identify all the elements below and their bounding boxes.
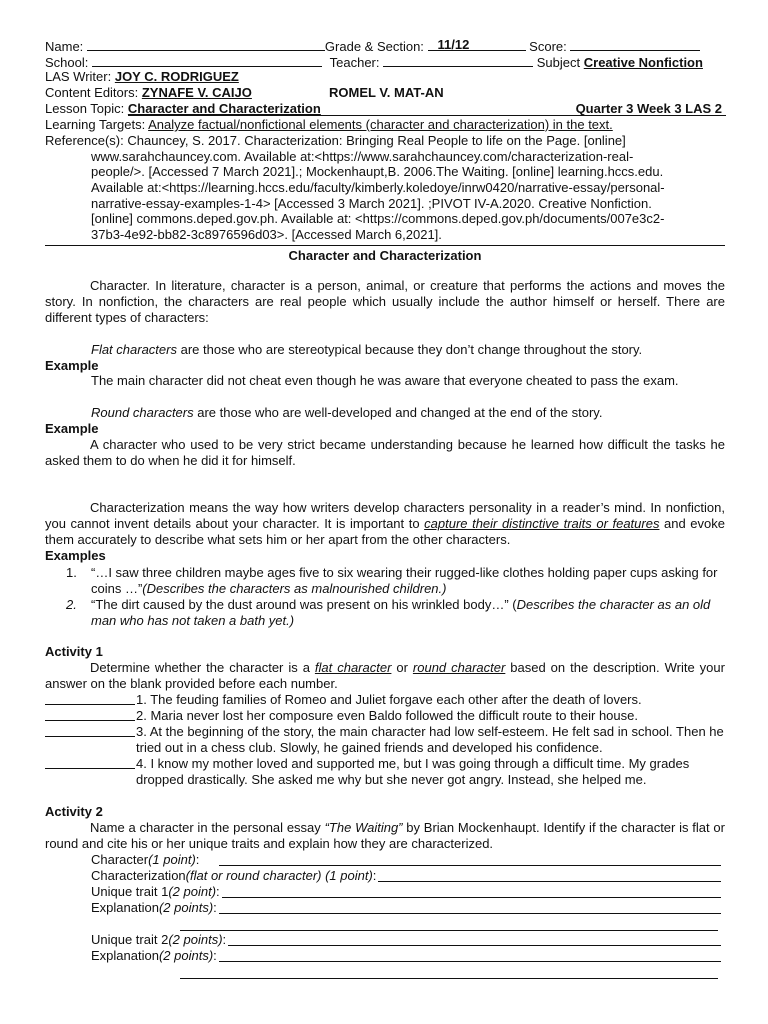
explanation-2-points: (2 points) bbox=[158, 948, 214, 963]
character-field-row bbox=[91, 852, 721, 868]
character-field-label: Character bbox=[91, 852, 149, 867]
round-example: A character who used to be very strict became understanding because he learned how difficult the tasks he asked them to do when he did it for himself. bbox=[45, 437, 725, 468]
subject-value: Creative Nonfiction bbox=[583, 55, 703, 70]
name-row bbox=[45, 38, 722, 54]
flat-definition bbox=[91, 342, 725, 358]
characterization-examples-label: Examples bbox=[45, 548, 106, 563]
activity-2-instructions bbox=[45, 820, 725, 852]
section-divider bbox=[45, 245, 725, 246]
characterization-text-1: Characterization means the way how writers develop characters personality in a reader’s mind. In nonfiction, you cannot invent details about your character. It is important to bbox=[45, 500, 725, 531]
flat-term: Flat characters bbox=[91, 342, 177, 357]
activity-1-instr-a: Determine whether the character is a bbox=[90, 660, 315, 675]
explanation-2-row bbox=[91, 948, 721, 964]
characterization-field-points: (flat or round character) (1 point) bbox=[185, 868, 373, 883]
unique-trait-1-row bbox=[91, 884, 721, 900]
characterization-paragraph bbox=[45, 500, 725, 548]
subject-label: Subject bbox=[536, 55, 581, 70]
grade-field[interactable] bbox=[428, 38, 526, 51]
characterization-text-2: and evoke them accurately to describe what sets him or her apart from the other characters. bbox=[45, 516, 725, 547]
targets-value: Analyze factual/nonfictional elements (character and characterization) in the text. bbox=[148, 117, 613, 132]
round-def-text: are those who are well-developed and changed at the end of the story. bbox=[193, 405, 603, 420]
answer-blank-4[interactable] bbox=[45, 756, 135, 769]
colon: : bbox=[213, 948, 217, 963]
targets-label: Learning Targets: bbox=[45, 117, 146, 132]
topic-value: Character and Characterization bbox=[127, 101, 321, 116]
characterization-field-label: Characterization bbox=[91, 868, 186, 883]
school-row bbox=[45, 54, 722, 70]
quarter-label: Quarter 3 Week 3 LAS 2 bbox=[575, 101, 722, 116]
round-character-term: round character bbox=[412, 660, 506, 675]
unique-trait-1-points: (2 point) bbox=[168, 884, 217, 899]
score-label: Score: bbox=[529, 39, 567, 54]
activity-1-instr-b: based on the description. Write your answer on the blank provided before each number. bbox=[45, 660, 725, 691]
essay-title: “The Waiting” bbox=[324, 820, 403, 835]
topic-underline bbox=[128, 115, 726, 116]
character-paragraph: Character. In literature, character is a person, animal, or creature that performs the actions and moves the story. In nonfiction, the characters are real people which usually include the author himself or herself. There are different types of characters: bbox=[45, 278, 725, 325]
reference-line-2: www.sarahchauncey.com. Available at:<https://www.sarahchauncey.com/characterization-real- bbox=[91, 149, 634, 164]
school-label: School: bbox=[45, 55, 89, 70]
editor-2: ROMEL V. MAT-AN bbox=[329, 85, 444, 100]
activity-2-instr-a: Name a character in the personal essay bbox=[90, 820, 325, 835]
grade-label: Grade & Section: bbox=[324, 39, 424, 54]
flat-example-label: Example bbox=[45, 358, 99, 373]
explanation-1-label: Explanation bbox=[91, 900, 159, 915]
teacher-field[interactable] bbox=[383, 54, 533, 67]
example-1-number: 1. bbox=[66, 565, 77, 580]
teacher-label: Teacher: bbox=[329, 55, 380, 70]
flat-def-text: are those who are stereotypical because they don’t change throughout the story. bbox=[176, 342, 643, 357]
name-field[interactable] bbox=[87, 38, 325, 51]
answer-blank-1[interactable] bbox=[45, 692, 135, 705]
activity-1-item-3-text: 3. At the beginning of the story, the main character had low self-esteem. He felt sad in school. Then he tried out in a chess club. Slowly, he gained friends and developed his confidence. bbox=[136, 724, 724, 755]
name-label: Name: bbox=[45, 39, 84, 54]
colon: : bbox=[216, 884, 220, 899]
character-field-points: (1 point) bbox=[148, 852, 196, 867]
characterization-emphasis: capture their distinctive traits or features bbox=[424, 516, 660, 531]
editors-label: Content Editors: bbox=[45, 85, 139, 100]
unique-trait-2-row bbox=[91, 932, 721, 948]
writer-row bbox=[45, 69, 722, 84]
score-field[interactable] bbox=[570, 38, 700, 51]
colon: : bbox=[222, 932, 227, 947]
reference-line-7: 37b3-4e92-bb82-3c8976596d03>. [Accessed March 6,2021]. bbox=[91, 227, 442, 242]
example-1-note: (Describes the characters as malnourished children.) bbox=[142, 581, 447, 596]
writer-label: LAS Writer: bbox=[45, 69, 112, 84]
unique-trait-1-input[interactable] bbox=[222, 884, 721, 898]
example-2-number: 2. bbox=[66, 597, 77, 612]
reference-line-5: narrative-essay-examples-1-4> [Accessed 3 March 2021]. ;PIVOT IV-A.2020. Creative Nonfiction. bbox=[91, 196, 652, 211]
activity-1-item-4-text: 4. I know my mother loved and supported me, but I was going through a difficult time. My grades dropped drastically. She asked me why but she never got angry. Instead, she helped me. bbox=[136, 756, 690, 787]
editors-row bbox=[45, 85, 722, 100]
flat-example: The main character did not cheat even though he was aware that everyone cheated to pass the exam. bbox=[91, 373, 679, 388]
reference-line-3: people/>. [Accessed 7 March 2021].; Mockenhaupt,B. 2006.The Waiting. [online] learning.hccs.edu. bbox=[91, 164, 664, 179]
explanation-1-input[interactable] bbox=[219, 900, 721, 914]
activity-1-item-2-text: 2. Maria never lost her composure even Baldo followed the difficult route to their house. bbox=[136, 708, 638, 723]
colon: : bbox=[372, 868, 377, 883]
flat-character-term: flat character bbox=[314, 660, 392, 675]
colon: : bbox=[213, 900, 217, 915]
editor-1: ZYNAFE V. CAIJO bbox=[141, 85, 252, 100]
activity-2-title: Activity 2 bbox=[45, 804, 103, 819]
writer-value: JOY C. RODRIGUEZ bbox=[114, 69, 239, 84]
explanation-2-input[interactable] bbox=[219, 948, 721, 962]
activity-1-instructions bbox=[45, 660, 725, 692]
example-2-quote: “The dirt caused by the dust around was present on his wrinkled body…” ( bbox=[91, 597, 517, 612]
explanation-1-continuation[interactable] bbox=[180, 929, 718, 931]
answer-blank-2[interactable] bbox=[45, 708, 135, 721]
colon: : bbox=[195, 852, 200, 867]
explanation-1-points: (2 points) bbox=[158, 900, 214, 915]
activity-1-or: or bbox=[391, 660, 413, 675]
grade-value: 11/12 bbox=[437, 37, 470, 52]
activity-1-title: Activity 1 bbox=[45, 644, 103, 659]
explanation-2-label: Explanation bbox=[91, 948, 159, 963]
reference-line-4: Available at:<https://learning.hccs.edu/faculty/kimberly.koledoye/inrw0420/narrative-essay/personal- bbox=[91, 180, 665, 195]
unique-trait-2-points: (2 points) bbox=[168, 932, 223, 947]
reference-line-1: Reference(s): Chauncey, S. 2017. Characterization: Bringing Real People to life on the Page. [online] bbox=[45, 133, 626, 148]
characterization-input[interactable] bbox=[378, 868, 721, 882]
targets-row bbox=[45, 117, 722, 132]
section-title: Character and Characterization bbox=[288, 248, 482, 263]
explanation-1-row bbox=[91, 900, 721, 916]
character-input[interactable] bbox=[219, 852, 721, 866]
round-definition bbox=[91, 405, 725, 421]
activity-1-item-1-text: 1. The feuding families of Romeo and Juliet forgave each other after the death of lovers. bbox=[136, 692, 642, 707]
round-term: Round characters bbox=[91, 405, 194, 420]
explanation-2-continuation[interactable] bbox=[180, 977, 718, 979]
unique-trait-2-input[interactable] bbox=[228, 932, 721, 946]
example-2-text bbox=[91, 597, 725, 629]
reference-line-6: [online] commons.deped.gov.ph. Available at: <https://commons.deped.gov.ph/documents/007e3c2- bbox=[91, 211, 665, 226]
example-1-text bbox=[91, 565, 725, 597]
answer-blank-3[interactable] bbox=[45, 724, 135, 737]
round-example-label: Example bbox=[45, 421, 99, 436]
activity-2-instr-b: by Brian Mockenhaupt. Identify if the character is flat or round and cite his or her unique traits and explain how they are characterized. bbox=[45, 820, 725, 851]
example-2-note: Describes the character as an old man who has not taken a bath yet.) bbox=[91, 597, 711, 628]
school-field[interactable] bbox=[92, 54, 322, 67]
unique-trait-2-label: Unique trait 2 bbox=[91, 932, 169, 947]
topic-row bbox=[45, 101, 722, 116]
example-1-quote: “…I saw three children maybe ages five to six wearing their rugged-like clothes holding paper cups asking for coins …” bbox=[91, 565, 718, 596]
topic-label: Lesson Topic: bbox=[45, 101, 125, 116]
characterization-field-row bbox=[91, 868, 721, 884]
unique-trait-1-label: Unique trait 1 bbox=[91, 884, 169, 899]
